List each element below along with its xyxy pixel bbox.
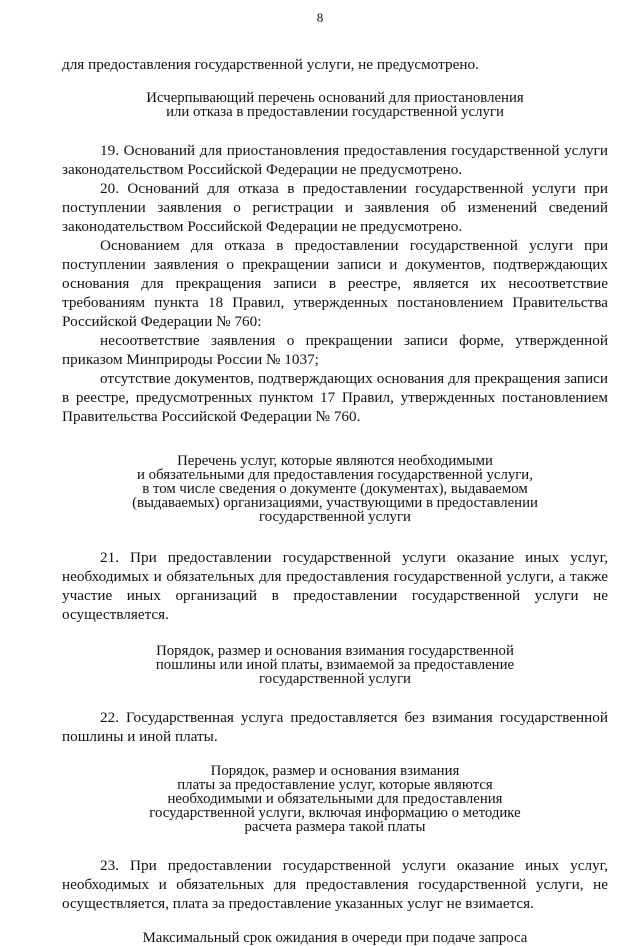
paragraph-20-item-form: несоответствие заявления о прекращении записи форме, утвержденной приказом Минприроды России № 1037;	[62, 332, 608, 368]
heading-line: Исчерпывающий перечень оснований для приостановления	[146, 90, 524, 106]
page-number: 8	[316, 10, 324, 25]
heading-line: Перечень услуг, которые являются необходимыми	[177, 453, 493, 469]
paragraph-22: 22. Государственная услуга предоставляется без взимания государственной пошлины и иной платы.	[62, 709, 608, 745]
heading-line: Максимальный срок ожидания в очереди при подаче запроса	[142, 930, 528, 946]
section-heading-required-services	[62, 454, 608, 524]
heading-line: (выдаваемых) организациями, участвующими в предоставлении	[132, 495, 538, 511]
heading-line: платы за предоставление услуг, которые являются	[177, 777, 493, 793]
heading-line: или отказа в предоставлении государственной услуги	[166, 104, 504, 120]
heading-line: государственной услуги, включая информацию о методике	[149, 805, 521, 821]
top-fragment: для предоставления государственной услуги, не предусмотрено.	[62, 56, 479, 73]
section-heading-suspension	[62, 91, 608, 119]
heading-line: расчета размера такой платы	[244, 819, 426, 835]
paragraph-19: 19. Оснований для приостановления предоставления государственной услуги законодательством Российской Федерации не предусмотрено.	[62, 142, 608, 178]
section-heading-queue-time	[62, 931, 608, 945]
paragraph-20: 20. Оснований для отказа в предоставлении государственной услуги при поступлении заявления о регистрации и заявления об изменений сведений законодательством Российской Федерации не предусмотрено.	[62, 180, 608, 235]
heading-line: государственной услуги	[259, 509, 411, 525]
heading-line: государственной услуги	[259, 671, 411, 687]
heading-line: необходимыми и обязательными для предоставления	[167, 791, 503, 807]
heading-line: в том числе сведения о документе (документах), выдаваемом	[142, 481, 528, 497]
page-body	[62, 55, 608, 945]
heading-line: Порядок, размер и основания взимания	[210, 763, 460, 779]
paragraph-23: 23. При предоставлении государственной услуги оказание иных услуг, необходимых и обязательных для предоставления государственной услуги, не осуществляется, плата за предоставление указанных услуг не взимается.	[62, 857, 608, 912]
section-heading-service-fee	[62, 764, 608, 834]
paragraph-20-item-documents: отсутствие документов, подтверждающих основания для прекращения записи в реестре, предусмотренных пунктом 17 Правил, утвержденных постановлением Правительства Российской Федерации № 760.	[62, 370, 608, 425]
heading-line: и обязательными для предоставления государственной услуги,	[137, 467, 533, 483]
heading-line: пошлины или иной платы, взимаемой за предоставление	[155, 657, 515, 673]
paragraph-20-refusal-grounds: Основанием для отказа в предоставлении государственной услуги при поступлении заявления о прекращении записи и документов, подтверждающих основания для прекращения записи в реестре, является их несоответствие требованиям пункта 18 Правил, утвержденных постановлением Правительства Российской Федерации № 760:	[62, 237, 608, 330]
heading-line: Порядок, размер и основания взимания государственной	[156, 643, 514, 659]
section-heading-state-fee	[62, 644, 608, 686]
paragraph-21: 21. При предоставлении государственной услуги оказание иных услуг, необходимых и обязательных для предоставления государственной услуги, а также участие иных организаций в предоставлении государственной услуги не осуществляется.	[62, 549, 608, 623]
